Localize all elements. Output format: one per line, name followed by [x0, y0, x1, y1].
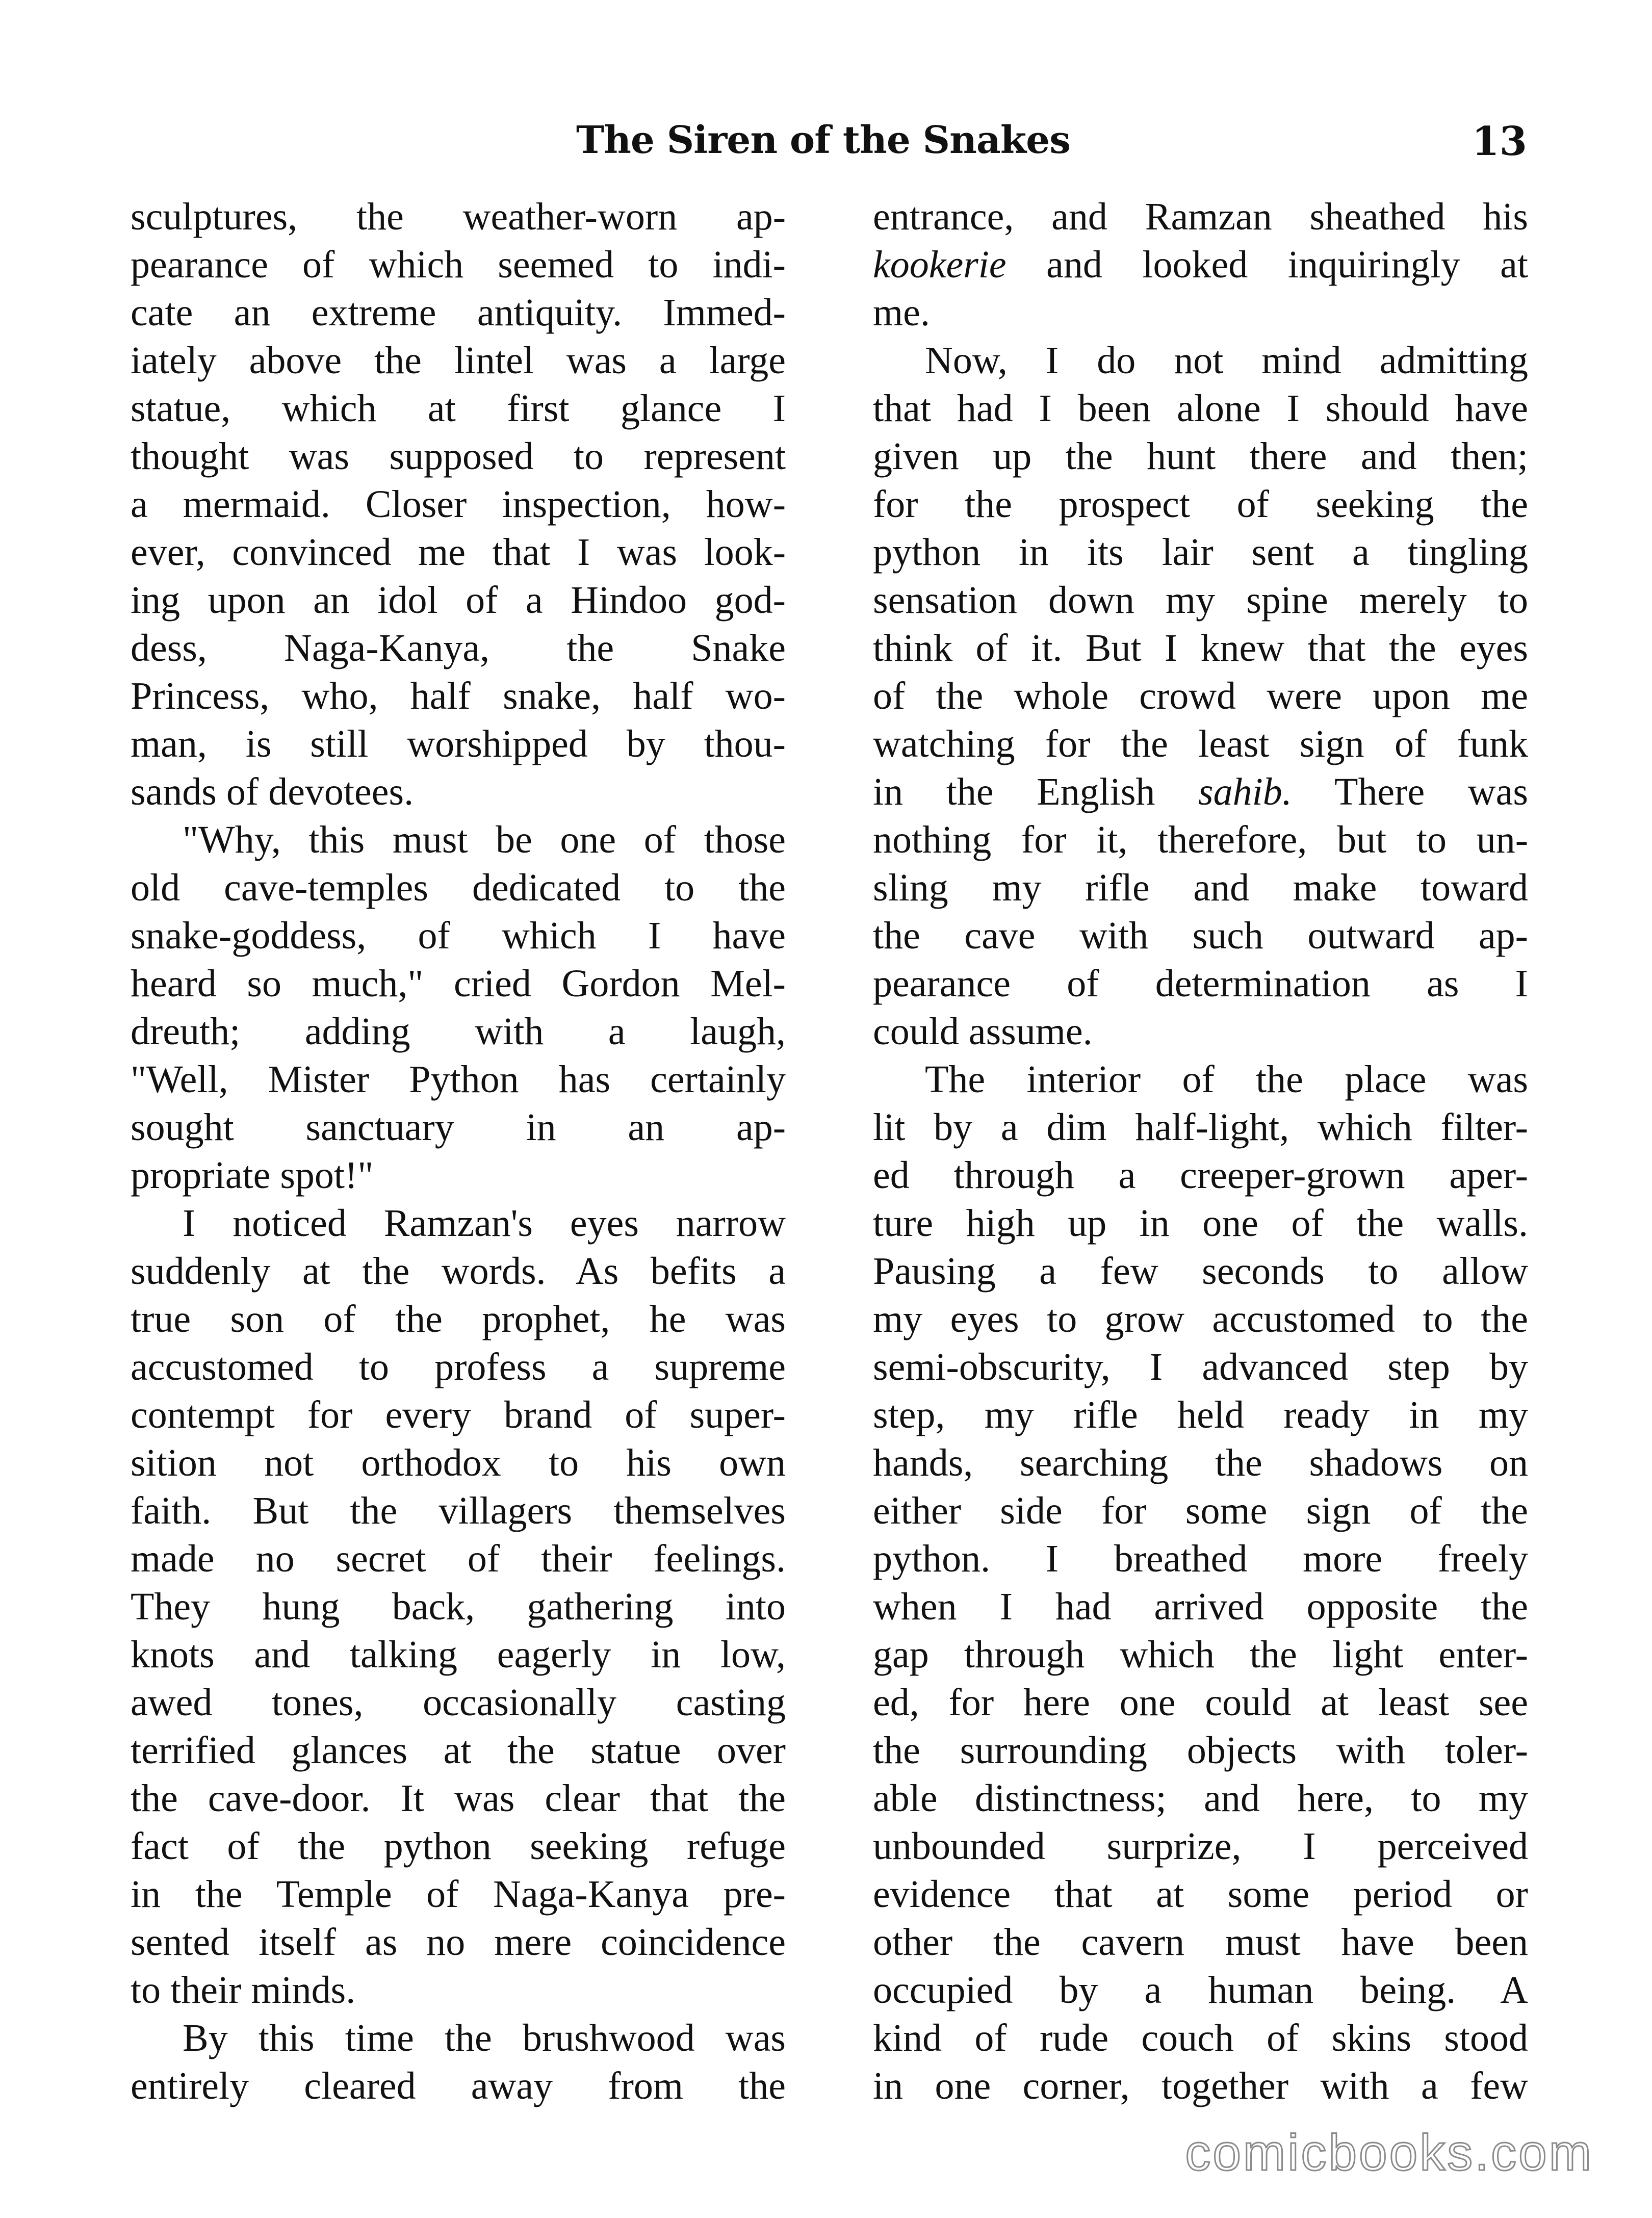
text-line: fact of the python seeking refuge	[131, 1825, 786, 1868]
text-segment: ed through a creeper-grown aper-	[873, 1154, 1528, 1197]
text-line: cate an extreme antiquity. Immed-	[131, 291, 786, 334]
text-column-left	[131, 193, 786, 2110]
text-line: ever, convinced me that I was look-	[131, 531, 786, 574]
text-segment: evidence that at some period or	[873, 1873, 1528, 1916]
text-line: sought sanctuary in an ap-	[131, 1106, 786, 1149]
text-line	[873, 241, 1528, 289]
text-line: old cave-temples dedicated to the	[131, 866, 786, 909]
text-segment: The interior of the place was	[925, 1058, 1528, 1101]
text-segment: sling my rifle and make toward	[873, 866, 1528, 909]
text-line	[873, 624, 1528, 672]
text-segment: sensation down my spine merely to	[873, 579, 1528, 622]
text-line: the cave-door. It was clear that the	[131, 1777, 786, 1820]
text-segment: occupied by a human being. A	[873, 1969, 1528, 2011]
text-line	[873, 864, 1528, 912]
text-segment: and looked inquiringly at	[1006, 243, 1528, 286]
text-segment: in one corner, together with a few	[873, 2065, 1528, 2107]
text-line: dess, Naga-Kanya, the Snake	[131, 627, 786, 669]
text-segment: hands, searching the shadows on	[873, 1441, 1528, 1484]
text-line: pearance of which seemed to indi-	[131, 243, 786, 286]
text-line: I noticed Ramzan's eyes narrow	[183, 1202, 786, 1245]
text-segment: think of it. But I knew that the eyes	[873, 627, 1528, 669]
text-segment: for the prospect of seeking the	[873, 483, 1528, 526]
text-line	[873, 1151, 1528, 1199]
text-line	[873, 1726, 1528, 1774]
text-line	[873, 672, 1528, 720]
text-line	[873, 528, 1528, 576]
text-line: dreuth; adding with a laugh,	[131, 1010, 786, 1053]
text-line: "Well, Mister Python has certainly	[131, 1058, 786, 1101]
text-line	[873, 1343, 1528, 1391]
text-line: a mermaid. Closer inspection, how-	[131, 483, 786, 526]
text-line: man, is still worshipped by thou-	[131, 723, 786, 765]
watermark: comicbooks.com	[1185, 2124, 1593, 2181]
text-line	[873, 768, 1528, 816]
text-segment: in the English	[873, 770, 1199, 813]
text-line: entirely cleared away from the	[131, 2065, 786, 2107]
text-line	[873, 720, 1528, 768]
text-segment: ed, for here one could at least see	[873, 1681, 1528, 1724]
text-segment: step, my rifle held ready in my	[873, 1394, 1528, 1436]
text-line	[873, 289, 1528, 337]
text-line: in the Temple of Naga-Kanya pre-	[131, 1873, 786, 1916]
text-segment: my eyes to grow accustomed to the	[873, 1298, 1528, 1340]
text-segment: kind of rude couch of skins stood	[873, 2017, 1528, 2059]
text-segment: when I had arrived opposite the	[873, 1585, 1528, 1628]
text-line	[873, 1679, 1528, 1726]
text-segment: given up the hunt there and then;	[873, 435, 1528, 478]
text-line	[873, 1103, 1528, 1151]
text-line	[873, 1583, 1528, 1631]
text-line: made no secret of their feelings.	[131, 1537, 786, 1580]
text-line: knots and talking eagerly in low,	[131, 1633, 786, 1676]
text-line: "Why, this must be one of those	[183, 818, 786, 861]
text-line	[873, 1774, 1528, 1822]
text-line	[873, 1966, 1528, 2014]
text-line	[873, 1008, 1528, 1055]
text-line	[873, 1918, 1528, 1966]
text-line	[873, 432, 1528, 480]
italic-word: kookerie	[873, 243, 1006, 286]
text-segment: the surrounding objects with toler-	[873, 1729, 1528, 1772]
italic-word: sahib.	[1198, 770, 1292, 813]
text-line: accustomed to profess a supreme	[131, 1346, 786, 1388]
text-line	[873, 1822, 1528, 1870]
text-line	[873, 480, 1528, 528]
text-segment: other the cavern must have been	[873, 1921, 1528, 1964]
text-line	[873, 384, 1528, 432]
text-line	[873, 2014, 1528, 2062]
text-line: sented itself as no mere coincidence	[131, 1921, 786, 1964]
text-segment: Pausing a few seconds to allow	[873, 1250, 1528, 1293]
text-line: sands of devotees.	[131, 770, 414, 813]
text-line: to their minds.	[131, 1969, 356, 2011]
text-line: thought was supposed to represent	[131, 435, 786, 478]
text-line	[873, 816, 1528, 864]
text-segment: me.	[873, 291, 930, 334]
text-segment: the cave with such outward ap-	[873, 914, 1528, 957]
text-line	[873, 1535, 1528, 1583]
text-line: true son of the prophet, he was	[131, 1298, 786, 1340]
text-line: sition not orthodox to his own	[131, 1441, 786, 1484]
text-segment: python. I breathed more freely	[873, 1537, 1528, 1580]
text-line	[873, 337, 1528, 384]
text-line: contempt for every brand of super-	[131, 1394, 786, 1436]
text-segment: There was	[1292, 770, 1528, 813]
text-line: suddenly at the words. As befits a	[131, 1250, 786, 1293]
text-line	[873, 2062, 1528, 2110]
text-segment: semi-obscurity, I advanced step by	[873, 1346, 1528, 1388]
text-segment: gap through which the light enter-	[873, 1633, 1528, 1676]
text-segment: pearance of determination as I	[873, 962, 1528, 1005]
text-line: By this time the brushwood was	[183, 2017, 786, 2059]
text-segment: unbounded surprize, I perceived	[873, 1825, 1528, 1868]
text-segment: either side for some sign of the	[873, 1489, 1528, 1532]
text-line: ing upon an idol of a Hindoo god-	[131, 579, 786, 622]
text-line	[873, 1439, 1528, 1487]
text-segment: lit by a dim half-light, which filter-	[873, 1106, 1528, 1149]
text-column-right	[873, 193, 1528, 2110]
text-segment: nothing for it, therefore, but to un-	[873, 818, 1528, 861]
text-line: propriate spot!"	[131, 1154, 374, 1197]
text-segment: of the whole crowd were upon me	[873, 675, 1528, 717]
text-line: They hung back, gathering into	[131, 1585, 786, 1628]
text-segment: could assume.	[873, 1010, 1093, 1053]
text-line: terrified glances at the statue over	[131, 1729, 786, 1772]
text-line: Princess, who, half snake, half wo-	[131, 675, 786, 717]
text-line	[873, 960, 1528, 1008]
running-head-title: The Siren of the Snakes	[576, 118, 1070, 162]
text-line	[873, 912, 1528, 960]
text-line	[873, 1247, 1528, 1295]
text-line: iately above the lintel was a large	[131, 339, 786, 382]
text-line	[873, 1631, 1528, 1679]
text-line: snake-goddess, of which I have	[131, 914, 786, 957]
text-line	[873, 1487, 1528, 1535]
text-segment: watching for the least sign of funk	[873, 723, 1528, 765]
text-line: awed tones, occasionally casting	[131, 1681, 786, 1724]
text-line	[873, 1391, 1528, 1439]
text-line	[873, 576, 1528, 624]
text-segment: python in its lair sent a tingling	[873, 531, 1528, 574]
text-segment: ture high up in one of the walls.	[873, 1202, 1528, 1245]
text-segment: that had I been alone I should have	[873, 387, 1528, 430]
text-segment: able distinctness; and here, to my	[873, 1777, 1528, 1820]
text-line: statue, which at first glance I	[131, 387, 786, 430]
text-line	[873, 1295, 1528, 1343]
text-line: sculptures, the weather-worn ap-	[131, 195, 786, 238]
text-line: heard so much," cried Gordon Mel-	[131, 962, 786, 1005]
text-line	[873, 193, 1528, 241]
page-number: 13	[1472, 118, 1527, 165]
text-segment: entrance, and Ramzan sheathed his	[873, 195, 1528, 238]
text-line	[873, 1870, 1528, 1918]
text-line	[873, 1199, 1528, 1247]
text-segment: Now, I do not mind admitting	[925, 339, 1528, 382]
text-line	[873, 1055, 1528, 1103]
text-line: faith. But the villagers themselves	[131, 1489, 786, 1532]
